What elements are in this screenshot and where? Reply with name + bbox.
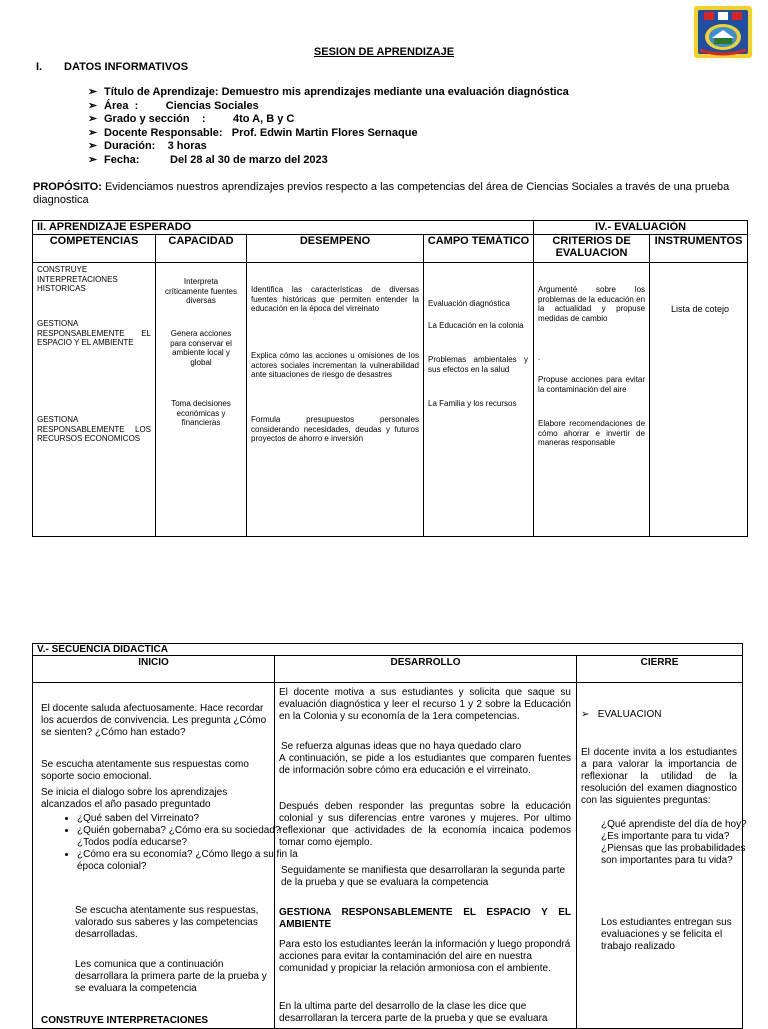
inicio-paragraph: El docente saluda afectuosamente. Hace recordar los acuerdos de convivencia. Les pregunta ¿Cómo se sienten? ¿Cómo han estado? xyxy=(41,703,267,738)
desarrollo-paragraph: A continuación, se pide a los estudiantes que comparen fuentes de información sobre cómo era educación e el virreinato. xyxy=(279,753,571,776)
desempeno-item: Formula presupuestos personales considerando necesidades, deudas y futuros proyectos de ahorro e inversión xyxy=(251,415,419,444)
header-criterios: CRITERIOS DE EVALUACION xyxy=(534,235,650,263)
arrow-bullet-icon: ➢ xyxy=(88,113,98,125)
campo-item: La Educación en la colonia xyxy=(428,321,524,330)
criterio-item: Propuse acciones para evitar la contaminación del aire xyxy=(538,375,646,394)
cierre-paragraph: El docente invita a los estudiantes a para valorar la importancia de reflexionar la utilidad de la resolución del examen diagnostico con las siguientes preguntas: xyxy=(581,747,737,806)
purpose-paragraph: PROPÓSITO: Evidenciamos nuestros aprendizajes previos respecto a las competencias del área de Ciencias Sociales a través de una prueba diagnostica xyxy=(33,181,730,206)
inicio-competence-heading: CONSTRUYE INTERPRETACIONES xyxy=(41,1015,209,1026)
header-desarrollo: DESARROLLO xyxy=(275,656,577,683)
header-campo-tematico: CAMPO TEMÁTICO xyxy=(424,235,534,263)
arrow-bullet-icon: ➢ xyxy=(88,153,98,166)
header-instrumentos: INSTRUMENTOS xyxy=(650,235,748,263)
cell-desempeno xyxy=(247,263,424,537)
cell-instrumentos xyxy=(650,263,748,537)
cell-desarrollo xyxy=(275,683,577,1029)
criterio-item: . xyxy=(538,353,541,362)
list-item: • ¿Qué saben del Virreinato? xyxy=(77,813,303,825)
inicio-paragraph: Se inicia el dialogo sobre los aprendizajes alcanzados el año pasado preguntado xyxy=(41,787,228,810)
campo-item: Problemas ambientales y sus efectos en la salud xyxy=(428,355,528,374)
capacidad-item: Interpreta críticamente fuentes diversas xyxy=(164,277,238,306)
info-item: ➢ Título de Aprendizaje : Demuestro mis aprendizajes mediante una evaluación diagnóstica xyxy=(88,86,569,98)
learning-table xyxy=(32,220,748,537)
criterio-item: Argumenté sobre los problemas de la educación en la actualidad y propuse medidas de cambio xyxy=(538,285,646,323)
info-item: ➢ Grado y sección : 4to A, B y C xyxy=(88,113,295,125)
list-item: • ¿Quién gobernaba? ¿Cómo era su sociedad? ¿Todos podía educarse? xyxy=(77,825,303,849)
cierre-paragraph: Los estudiantes entregan sus evaluaciones y se felicita el trabajo realizado xyxy=(601,917,732,952)
header-capacidad: CAPACIDAD xyxy=(156,235,247,263)
info-item: ➢ Duración: 3 horas xyxy=(88,140,207,152)
desarrollo-paragraph: Seguidamente se manifiesta que desarrollaran la segunda parte de la prueba y que se evaluara la competencia xyxy=(281,865,566,888)
inicio-paragraph: Se escucha atentamente sus respuestas, valorado sus saberes y las competencias desarrolladas. xyxy=(75,905,259,940)
arrow-bullet-icon: ➢ xyxy=(88,99,98,112)
competencia-item: GESTIONA RESPONSABLEMENTE EL ESPACIO Y EL AMBIENTE xyxy=(37,319,151,348)
desarrollo-paragraph: Después deben responder las preguntas sobre la educación colonial y sus diferencias entre varones y mujeres. Por ultimo reflexionar que actividades de la economía incaica podemos tomar como ejemplo. xyxy=(279,801,571,848)
competencia-item: CONSTRUYE INTERPRETACIONES HISTORICAS xyxy=(37,265,118,294)
instrumento-item: Lista de cotejo xyxy=(671,304,730,314)
list-item: ¿Es importante para tu vida? xyxy=(601,831,730,842)
arrow-bullet-icon: ➢ xyxy=(88,86,98,98)
arrow-bullet-icon: ➢ xyxy=(581,709,590,720)
section-evaluacion: IV.- EVALUACIÓN xyxy=(534,221,748,235)
campo-item: Evaluación diagnóstica xyxy=(428,299,510,308)
list-item: • ¿Cómo era su economía? ¿Cómo llego a su fin la época colonial? xyxy=(77,849,303,873)
inicio-paragraph: Se escucha atentamente sus respuestas como soporte socio emocional. xyxy=(41,759,249,782)
capacidad-item: Genera acciones para conservar el ambiente local y global xyxy=(170,329,232,367)
didactic-sequence-table xyxy=(32,643,747,1029)
desarrollo-competence-heading: GESTIONA RESPONSABLEMENTE EL ESPACIO Y EL AMBIENTE xyxy=(279,907,571,930)
header-inicio: INICIO xyxy=(33,656,275,683)
criterio-item: Elabore recomendaciones de cómo ahorrar e invertir de maneras responsable xyxy=(538,419,646,448)
page-title: SESION DE APRENDIZAJE xyxy=(313,46,455,58)
list-item: ¿Qué aprendiste del día de hoy? xyxy=(601,819,747,830)
cell-competencias xyxy=(33,263,156,537)
inicio-paragraph: Les comunica que a continuación desarrollara la primera parte de la prueba y se evaluara la competencia xyxy=(75,959,267,994)
cell-inicio xyxy=(33,683,298,1029)
info-item: ➢ Fecha: Del 28 al 30 de marzo del 2023 xyxy=(88,153,328,166)
info-item: ➢ Área : Ciencias Sociales xyxy=(88,99,259,112)
desarrollo-paragraph: Se refuerza algunas ideas que no haya quedado claro xyxy=(281,741,522,752)
arrow-bullet-icon: ➢ xyxy=(88,126,98,139)
desarrollo-paragraph: Para esto los estudiantes leerán la información y luego propondrá acciones para evitar la contaminación del aire en nuestra comunidad y propiciar la relación armoniosa con el ambiente. xyxy=(279,939,571,974)
desempeno-item: Explica cómo las acciones u omisiones de los actores sociales incrementan la vulnerabilidad ante situaciones de riesgo de desastres xyxy=(251,351,419,380)
desarrollo-paragraph: El docente motiva a sus estudiantes y solicita que saque su evaluación diagnóstica y leer el recurso 1 y 2 sobre la Educación en la Colonia y su economía de la 1era competencias. xyxy=(279,687,571,722)
info-item: ➢ Docente Responsable: Prof. Edwin Martin Flores Sernaque xyxy=(88,126,418,139)
arrow-bullet-icon: ➢ xyxy=(88,140,98,152)
cierre-questions xyxy=(581,819,757,867)
inicio-questions xyxy=(41,813,303,873)
campo-item: La Familia y los recursos xyxy=(428,399,517,408)
section-datos-informativos: I. DATOS INFORMATIVOS xyxy=(36,61,189,73)
cell-cierre xyxy=(577,683,747,1029)
info-list xyxy=(88,86,569,167)
desempeno-item: Identifica las características de diversas fuentes históricas que permiten entender la educación en la época del virreinato xyxy=(251,285,419,314)
desarrollo-paragraph: En la ultima parte del desarrollo de la clase les dice que desarrollaran la tercera parte de la prueba y que se evaluara xyxy=(279,1001,548,1024)
section-aprendizaje-esperado: II. APRENDIZAJE ESPERADO xyxy=(33,221,534,235)
competencia-item: GESTIONA RESPONSABLEMENTE LOS RECURSOS ECONOMICOS xyxy=(37,415,151,444)
cell-campo-tematico xyxy=(424,263,534,537)
cell-criterios xyxy=(534,263,650,537)
list-item: ¿Piensas que las probabilidades son importantes para tu vida? xyxy=(601,843,746,866)
header-competencias: COMPETENCIAS xyxy=(33,235,156,263)
header-cierre: CIERRE xyxy=(577,656,743,683)
section-secuencia-didactica: V.- SECUENCIA DIDACTICA xyxy=(33,644,743,656)
capacidad-item: Toma decisiones económicas y financieras xyxy=(171,399,231,428)
header-desempeno: DESEMPEÑO xyxy=(247,235,424,263)
cierre-heading: ➢ EVALUACION xyxy=(581,709,662,720)
cell-capacidad xyxy=(156,263,247,537)
